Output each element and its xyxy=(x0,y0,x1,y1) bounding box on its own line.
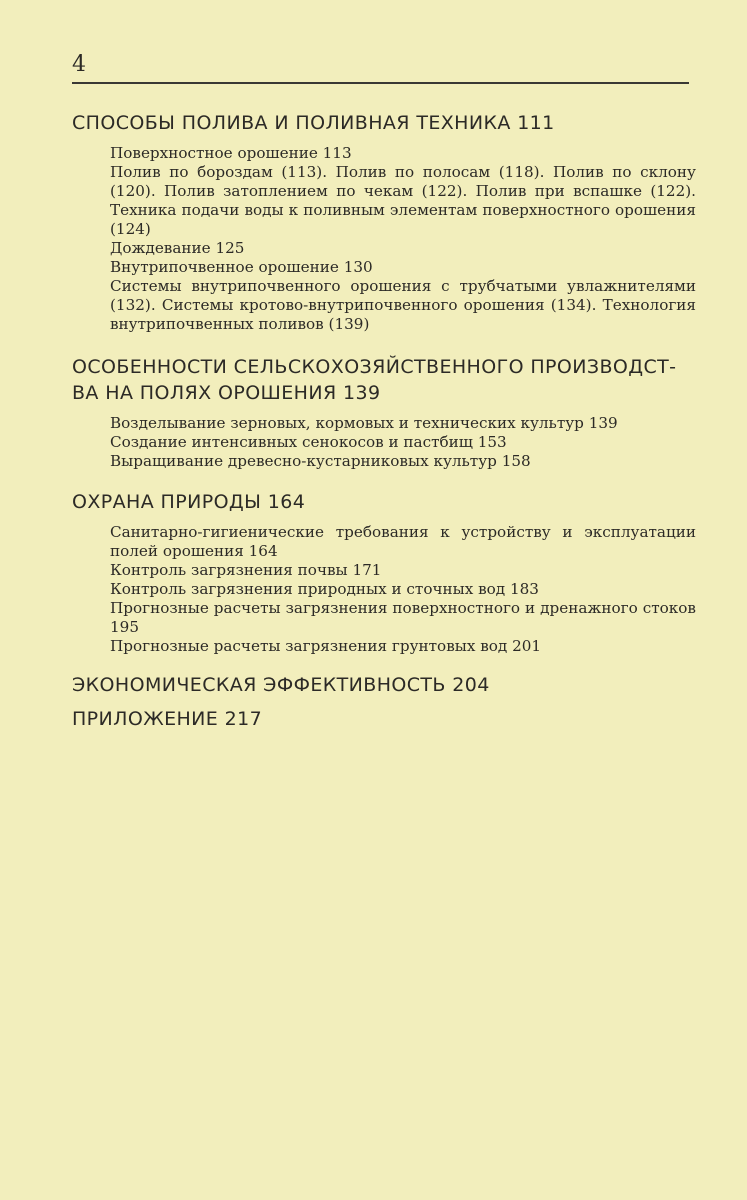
section-title xyxy=(72,354,696,406)
toc-entry: Создание интенсивных сенокосов и пастбищ 153 xyxy=(110,433,507,451)
toc-entry: Полив по бороздам (113). Полив по полосам (118). Полив по склону (120). Полив затоплением по чекам (122). Полив при вспашке (122). Техника подачи воды к поливным элементам поверхностного орошения (124) xyxy=(110,163,696,238)
toc-section-irrigation-methods xyxy=(72,110,696,334)
section-entries xyxy=(110,414,696,471)
toc-entry: Дождевание 125 xyxy=(110,239,245,257)
section-title: СПОСОБЫ ПОЛИВА И ПОЛИВНАЯ ТЕХНИКА 111 xyxy=(72,112,555,134)
toc-section-economic-efficiency xyxy=(72,672,696,698)
section-entries xyxy=(110,523,696,656)
toc-entry: Контроль загрязнения природных и сточных вод 183 xyxy=(110,580,539,598)
toc-section-agriculture xyxy=(72,354,696,471)
table-of-contents xyxy=(72,110,696,740)
toc-entry: Возделывание зерновых, кормовых и технических культур 139 xyxy=(110,414,618,432)
section-title-line: ОСОБЕННОСТИ СЕЛЬСКОХОЗЯЙСТВЕННОГО ПРОИЗВОДСТ- xyxy=(72,356,677,378)
section-title-line: ВА НА ПОЛЯХ ОРОШЕНИЯ 139 xyxy=(72,382,381,404)
toc-entry: Выращивание древесно-кустарниковых культур 158 xyxy=(110,452,531,470)
section-entries xyxy=(110,144,696,334)
toc-entry: Системы внутрипочвенного орошения с трубчатыми увлажнителями (132). Системы кротово-внутрипочвенного орошения (134). Технология внутрипочвенных поливов (139) xyxy=(110,277,696,333)
toc-section-appendix xyxy=(72,706,696,732)
page-number: 4 xyxy=(72,52,86,77)
section-title: ОХРАНА ПРИРОДЫ 164 xyxy=(72,491,306,513)
section-title: ЭКОНОМИЧЕСКАЯ ЭФФЕКТИВНОСТЬ 204 xyxy=(72,674,490,696)
toc-entry: Прогнозные расчеты загрязнения поверхностного и дренажного стоков 195 xyxy=(110,599,696,636)
toc-entry: Контроль загрязнения почвы 171 xyxy=(110,561,382,579)
section-title: ПРИЛОЖЕНИЕ 217 xyxy=(72,708,263,730)
toc-entry: Санитарно-гигиенические требования к устройству и эксплуатации полей орошения 164 xyxy=(110,523,696,560)
toc-entry: Прогнозные расчеты загрязнения грунтовых вод 201 xyxy=(110,637,542,655)
toc-entry: Поверхностное орошение 113 xyxy=(110,144,352,162)
toc-section-nature-protection xyxy=(72,489,696,656)
header-rule xyxy=(72,82,689,84)
toc-entry: Внутрипочвенное орошение 130 xyxy=(110,258,373,276)
